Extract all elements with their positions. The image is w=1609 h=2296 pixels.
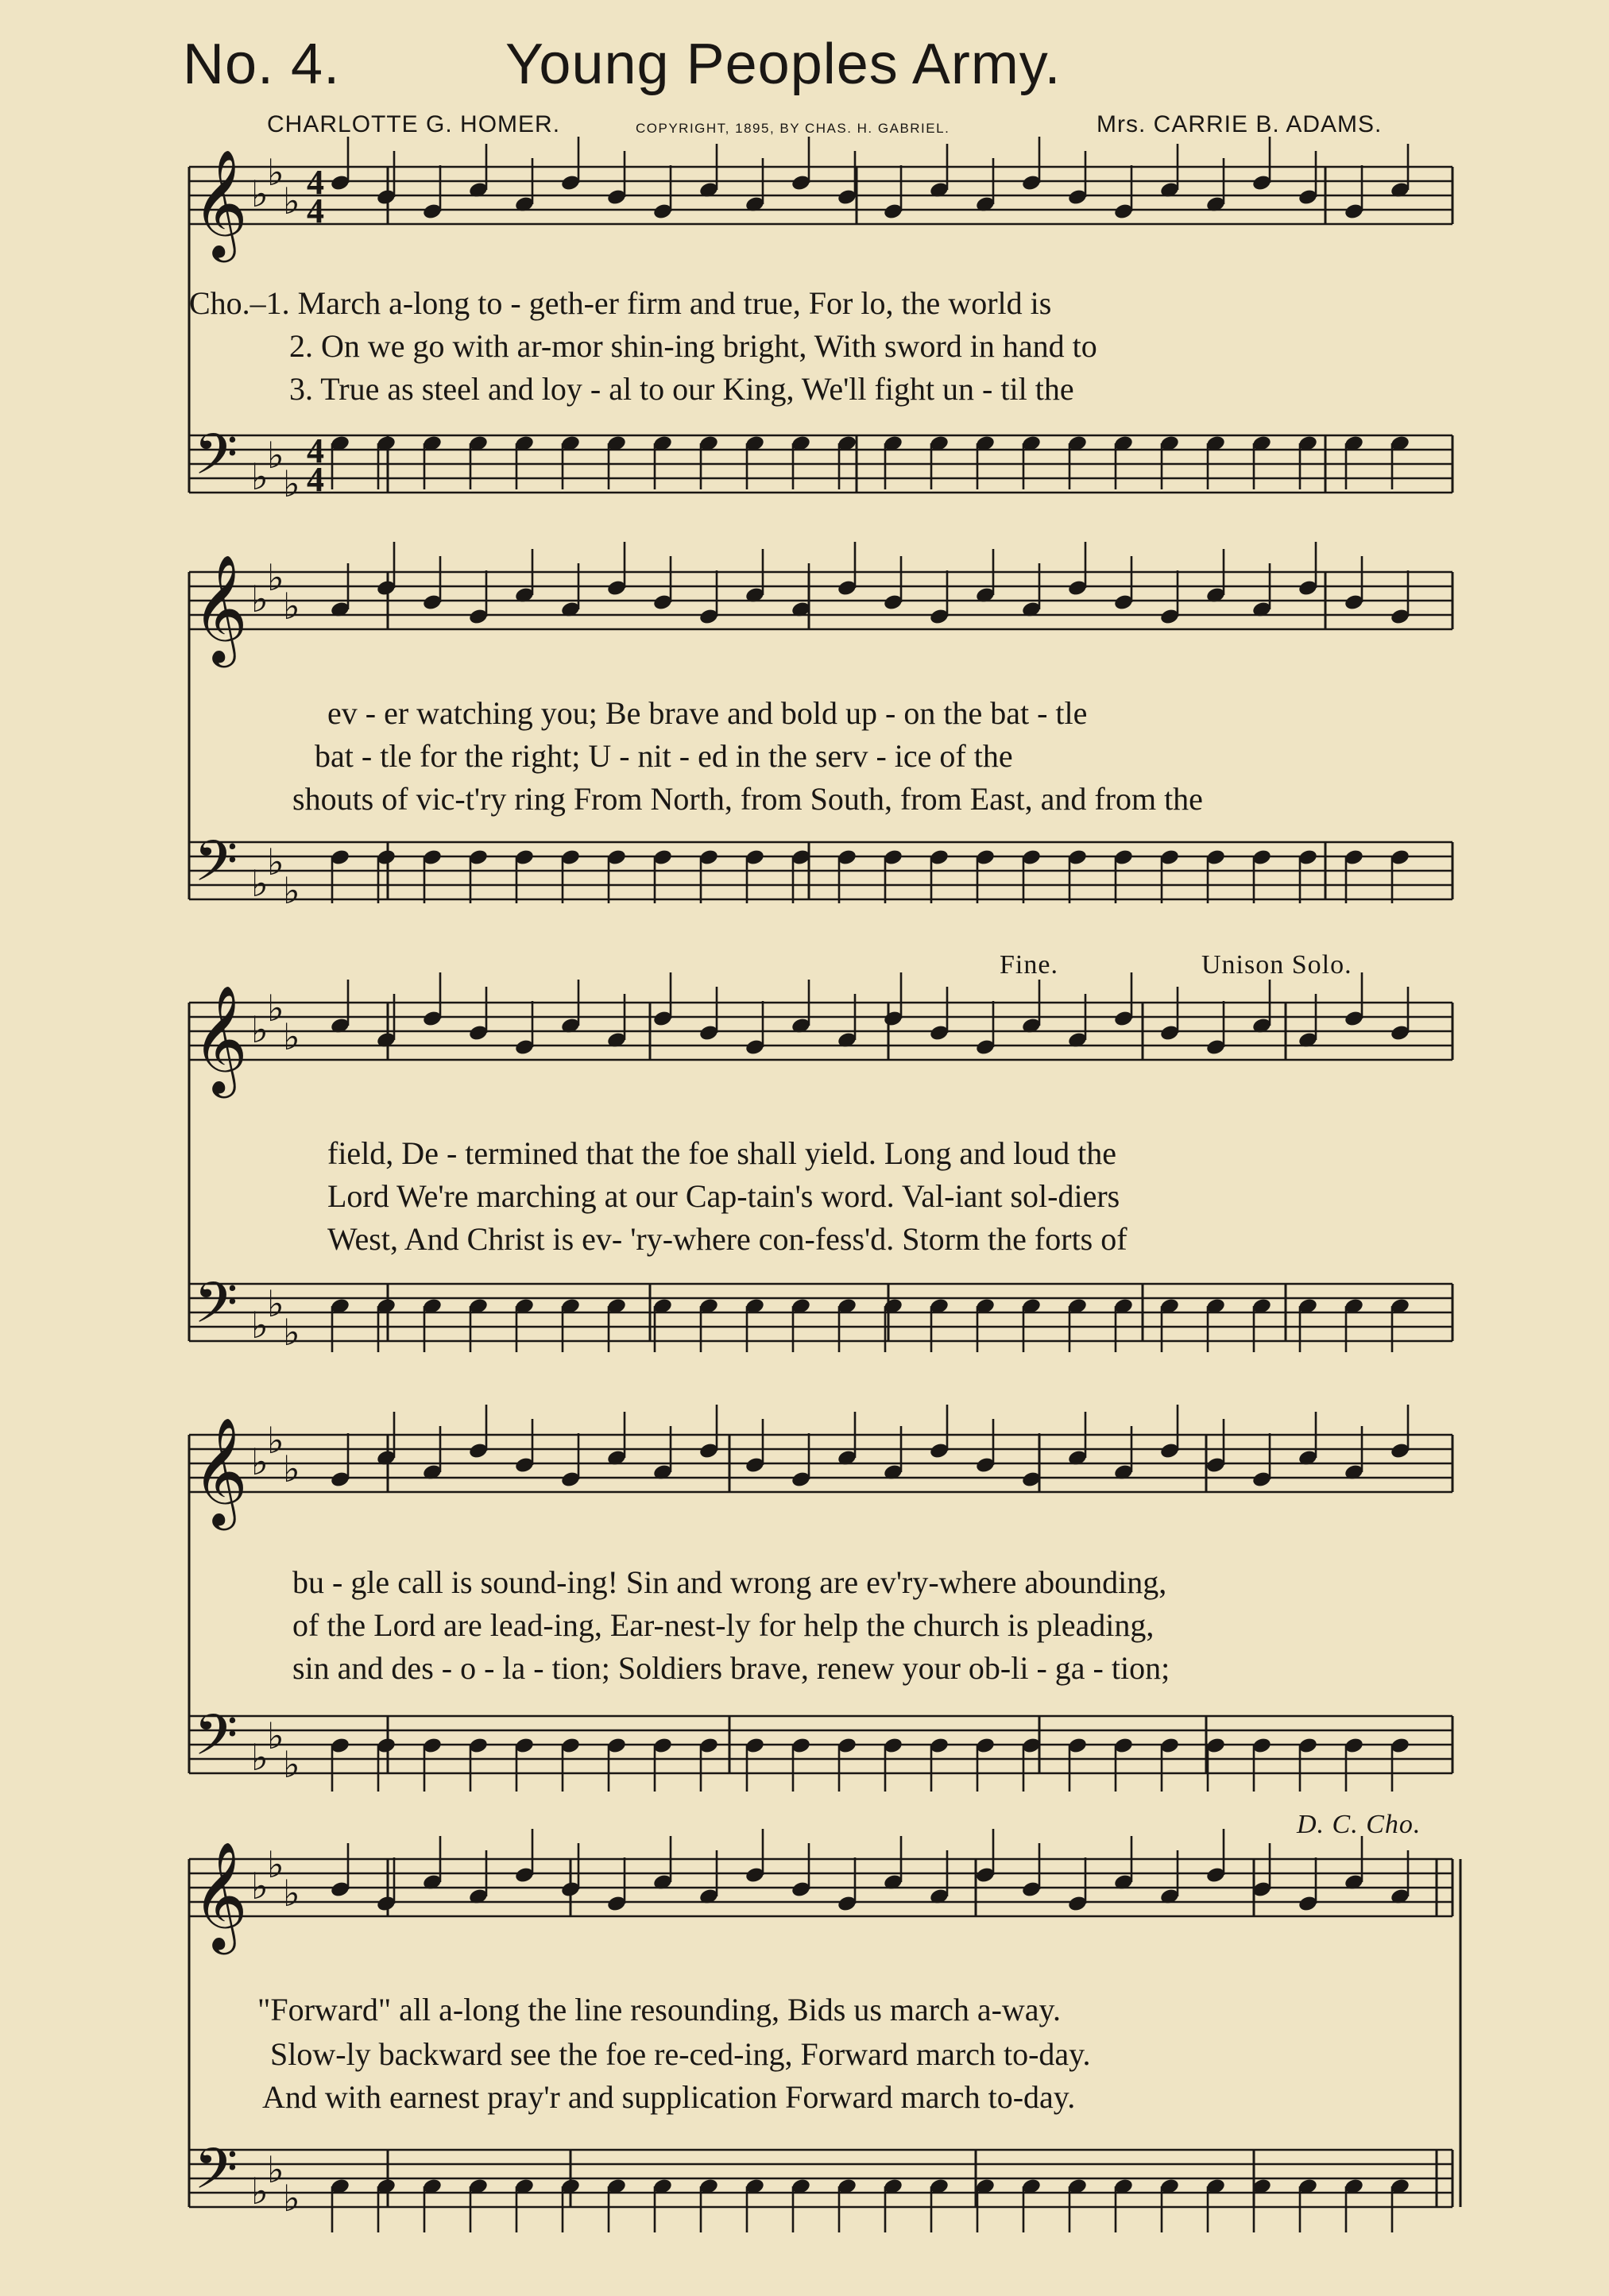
- flat-sign-icon: ♭: [267, 1843, 284, 1886]
- flat-sign-icon: ♭: [251, 1440, 269, 1483]
- lyric-line: ev - er watching you; Be brave and bold up - on the bat - tle: [327, 695, 1088, 731]
- flat-sign-icon: ♭: [251, 2170, 269, 2213]
- flat-sign-icon: ♭: [283, 180, 300, 222]
- lyric-line: sin and des - o - la - tion; Soldiers brave, renew your ob-li - ga - tion;: [292, 1650, 1170, 1686]
- flat-sign-icon: ♭: [283, 1872, 300, 1915]
- lyric-line: And with earnest pray'r and supplication Forward march to-day.: [262, 2079, 1076, 2115]
- hymn-number: No. 4.: [183, 33, 341, 96]
- flat-sign-icon: ♭: [251, 578, 269, 620]
- flat-sign-icon: ♭: [267, 434, 284, 477]
- flat-sign-icon: ♭: [251, 862, 269, 905]
- unison-solo-marking: Unison Solo.: [1201, 950, 1352, 980]
- treble-clef-icon: 𝄞: [192, 1416, 248, 1525]
- bass-clef-icon: 𝄢: [194, 829, 238, 908]
- flat-sign-icon: ♭: [267, 151, 284, 194]
- lyric-line: Slow-ly backward see the foe re-ced-ing, Forward march to-day.: [270, 2036, 1091, 2072]
- flat-sign-icon: ♭: [283, 1448, 300, 1490]
- flat-sign-icon: ♭: [267, 841, 284, 883]
- flat-sign-icon: ♭: [267, 1714, 284, 1757]
- flat-sign-icon: ♭: [251, 1865, 269, 1908]
- flat-sign-icon: ♭: [267, 987, 284, 1030]
- flat-sign-icon: ♭: [267, 1282, 284, 1325]
- treble-clef-icon: 𝄞: [192, 1840, 248, 1950]
- lyric-line: of the Lord are lead-ing, Ear-nest-ly for help the church is pleading,: [292, 1607, 1155, 1643]
- flat-sign-icon: ♭: [267, 2148, 284, 2191]
- time-signature-bottom: 4: [307, 460, 324, 499]
- treble-clef-icon: 𝄞: [192, 148, 248, 257]
- fine-marking: Fine.: [1000, 950, 1058, 980]
- lyric-line: bu - gle call is sound-ing! Sin and wrong are ev'ry-where abounding,: [292, 1564, 1167, 1600]
- flat-sign-icon: ♭: [251, 1736, 269, 1779]
- lyricist-credit: CHARLOTTE G. HOMER.: [267, 111, 561, 137]
- treble-clef-icon: 𝄞: [192, 984, 248, 1093]
- lyric-line: "Forward" all a-long the line resounding, Bids us march a-way.: [257, 1992, 1061, 2027]
- flat-sign-icon: ♭: [251, 1008, 269, 1051]
- composer-credit: Mrs. CARRIE B. ADAMS.: [1097, 111, 1383, 137]
- flat-sign-icon: ♭: [283, 2177, 300, 2220]
- lyric-line: Lord We're marching at our Cap-tain's word. Val-iant sol-diers: [327, 1178, 1120, 1214]
- time-signature-top: 4: [307, 431, 324, 470]
- lyric-line: West, And Christ is ev- 'ry-where con-fess'd. Storm the forts of: [327, 1221, 1127, 1257]
- flat-sign-icon: ♭: [267, 1419, 284, 1462]
- flat-sign-icon: ♭: [283, 1015, 300, 1058]
- flat-sign-icon: ♭: [251, 1304, 269, 1347]
- treble-staff: [189, 572, 1452, 629]
- flat-sign-icon: ♭: [267, 556, 284, 599]
- copyright-notice: COPYRIGHT, 1895, BY CHAS. H. GABRIEL.: [636, 121, 950, 136]
- treble-clef-icon: 𝄞: [192, 553, 248, 663]
- flat-sign-icon: ♭: [251, 455, 269, 498]
- lyric-line: 2. On we go with ar-mor shin-ing bright, With sword in hand to: [289, 328, 1097, 364]
- time-signature-bottom: 4: [307, 191, 324, 230]
- bass-clef-icon: 𝄢: [194, 2136, 238, 2216]
- time-signature-top: 4: [307, 163, 324, 202]
- bass-clef-icon: 𝄢: [194, 1703, 238, 1782]
- flat-sign-icon: ♭: [283, 1311, 300, 1354]
- flat-sign-icon: ♭: [283, 585, 300, 628]
- lyric-line: field, De - termined that the foe shall yield. Long and loud the: [327, 1135, 1117, 1171]
- flat-sign-icon: ♭: [283, 462, 300, 505]
- lyric-line: Cho.–1. March a-long to - geth-er firm and true, For lo, the world is: [189, 285, 1052, 321]
- bass-clef-icon: 𝄢: [194, 1270, 238, 1350]
- lyric-line: bat - tle for the right; U - nit - ed in the serv - ice of the: [315, 738, 1013, 774]
- hymn-title: Young Peoples Army.: [505, 33, 1062, 96]
- lyric-line: 3. True as steel and loy - al to our King, We'll fight un - til the: [289, 371, 1074, 407]
- lyric-line: shouts of vic-t'ry ring From North, from South, from East, and from the: [292, 781, 1203, 817]
- dc-marking: D. C. Cho.: [1297, 1810, 1421, 1839]
- flat-sign-icon: ♭: [283, 1743, 300, 1786]
- bass-clef-icon: 𝄢: [194, 422, 238, 501]
- flat-sign-icon: ♭: [251, 172, 269, 215]
- flat-sign-icon: ♭: [283, 869, 300, 912]
